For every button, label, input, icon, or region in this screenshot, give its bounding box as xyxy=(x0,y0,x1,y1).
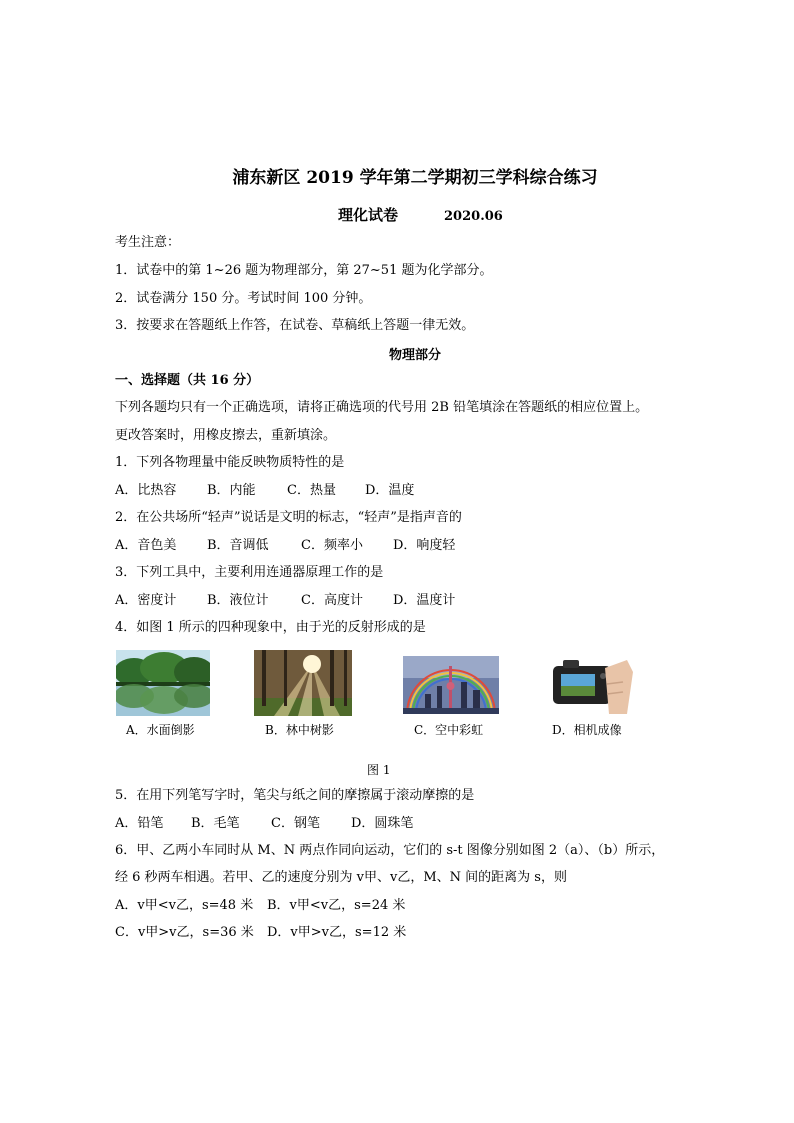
option: B．内能 xyxy=(207,483,256,498)
option: B．v甲<v乙，s=24 米 xyxy=(267,898,406,913)
option: A．铅笔 xyxy=(115,816,164,831)
question-stem: 1．下列各物理量中能反映物质特性的是 xyxy=(115,455,345,470)
notice-item: 3．按要求在答题纸上作答，在试卷、草稿纸上答题一律无效。 xyxy=(115,318,475,333)
notice-item: 1．试卷中的第 1~26 题为物理部分，第 27~51 题为化学部分。 xyxy=(115,263,493,278)
exam-date: 2020.06 xyxy=(444,209,503,224)
option: D．v甲>v乙，s=12 米 xyxy=(267,925,407,940)
option: D．温度计 xyxy=(393,593,456,608)
option: A．音色美 xyxy=(115,538,177,553)
option: C．频率小 xyxy=(301,538,363,553)
option: C．高度计 xyxy=(301,593,363,608)
option: D．圆珠笔 xyxy=(351,816,414,831)
forest-sunbeams-image xyxy=(254,650,352,716)
option: B．音调低 xyxy=(207,538,269,553)
question-options xyxy=(115,815,413,833)
figure-caption-c: C．空中彩虹 xyxy=(414,723,484,737)
option: C．热量 xyxy=(287,483,336,498)
question-options xyxy=(115,537,455,555)
option: C．v甲>v乙，s=36 米 xyxy=(115,925,254,940)
notice-heading: 考生注意： xyxy=(115,235,181,250)
question-stem: 6．甲、乙两小车同时从 M、N 两点作同向运动，它们的 s-t 图像分别如图 2（a）、（b）所示， xyxy=(115,843,665,858)
instruction-line: 更改答案时，用橡皮擦去，重新填涂。 xyxy=(115,428,337,443)
option: A．比热容 xyxy=(115,483,177,498)
option: B．液位计 xyxy=(207,593,269,608)
option: A．v甲<v乙，s=48 米 xyxy=(115,898,254,913)
exam-title: 浦东新区 2019 学年第二学期初三学科综合练习 xyxy=(232,168,598,188)
city-rainbow-image xyxy=(403,656,499,714)
subject-label: 理化试卷 xyxy=(338,206,399,224)
notice-item: 2．试卷满分 150 分。考试时间 100 分钟。 xyxy=(115,291,372,306)
figure-label: 图 1 xyxy=(367,763,391,777)
question-options xyxy=(115,924,406,942)
question-stem-continued: 经 6 秒两车相遇。若甲、乙的速度分别为 v甲、v乙，M、N 间的距离为 s，则 xyxy=(115,870,567,885)
section-title: 物理部分 xyxy=(388,348,441,363)
option: A．密度计 xyxy=(115,593,177,608)
camera-image xyxy=(547,654,633,716)
figure-caption-b: B．林中树影 xyxy=(265,723,334,737)
question-options xyxy=(115,592,455,610)
water-reflection-image xyxy=(116,650,210,716)
figure-caption-a: A．水面倒影 xyxy=(126,723,195,737)
option: D．响度轻 xyxy=(393,538,456,553)
question-options xyxy=(115,482,414,500)
question-options xyxy=(115,897,405,915)
option: D．温度 xyxy=(365,483,415,498)
option: B．毛笔 xyxy=(191,816,240,831)
question-stem: 4．如图 1 所示的四种现象中，由于光的反射形成的是 xyxy=(115,620,426,635)
question-stem: 2．在公共场所“轻声”说话是文明的标志，“轻声”是指声音的 xyxy=(115,510,462,525)
instruction-line: 下列各题均只有一个正确选项，请将正确选项的代号用 2B 铅笔填涂在答题纸的相应位置上。 xyxy=(115,400,649,415)
part-heading: 一、选择题（共 16 分） xyxy=(115,373,260,388)
figure-caption-d: D．相机成像 xyxy=(552,723,622,737)
question-stem: 5．在用下列笔写字时，笔尖与纸之间的摩擦属于滚动摩擦的是 xyxy=(115,788,475,803)
option: C．钢笔 xyxy=(271,816,320,831)
exam-subtitle xyxy=(338,204,503,225)
question-stem: 3．下列工具中，主要利用连通器原理工作的是 xyxy=(115,565,384,580)
